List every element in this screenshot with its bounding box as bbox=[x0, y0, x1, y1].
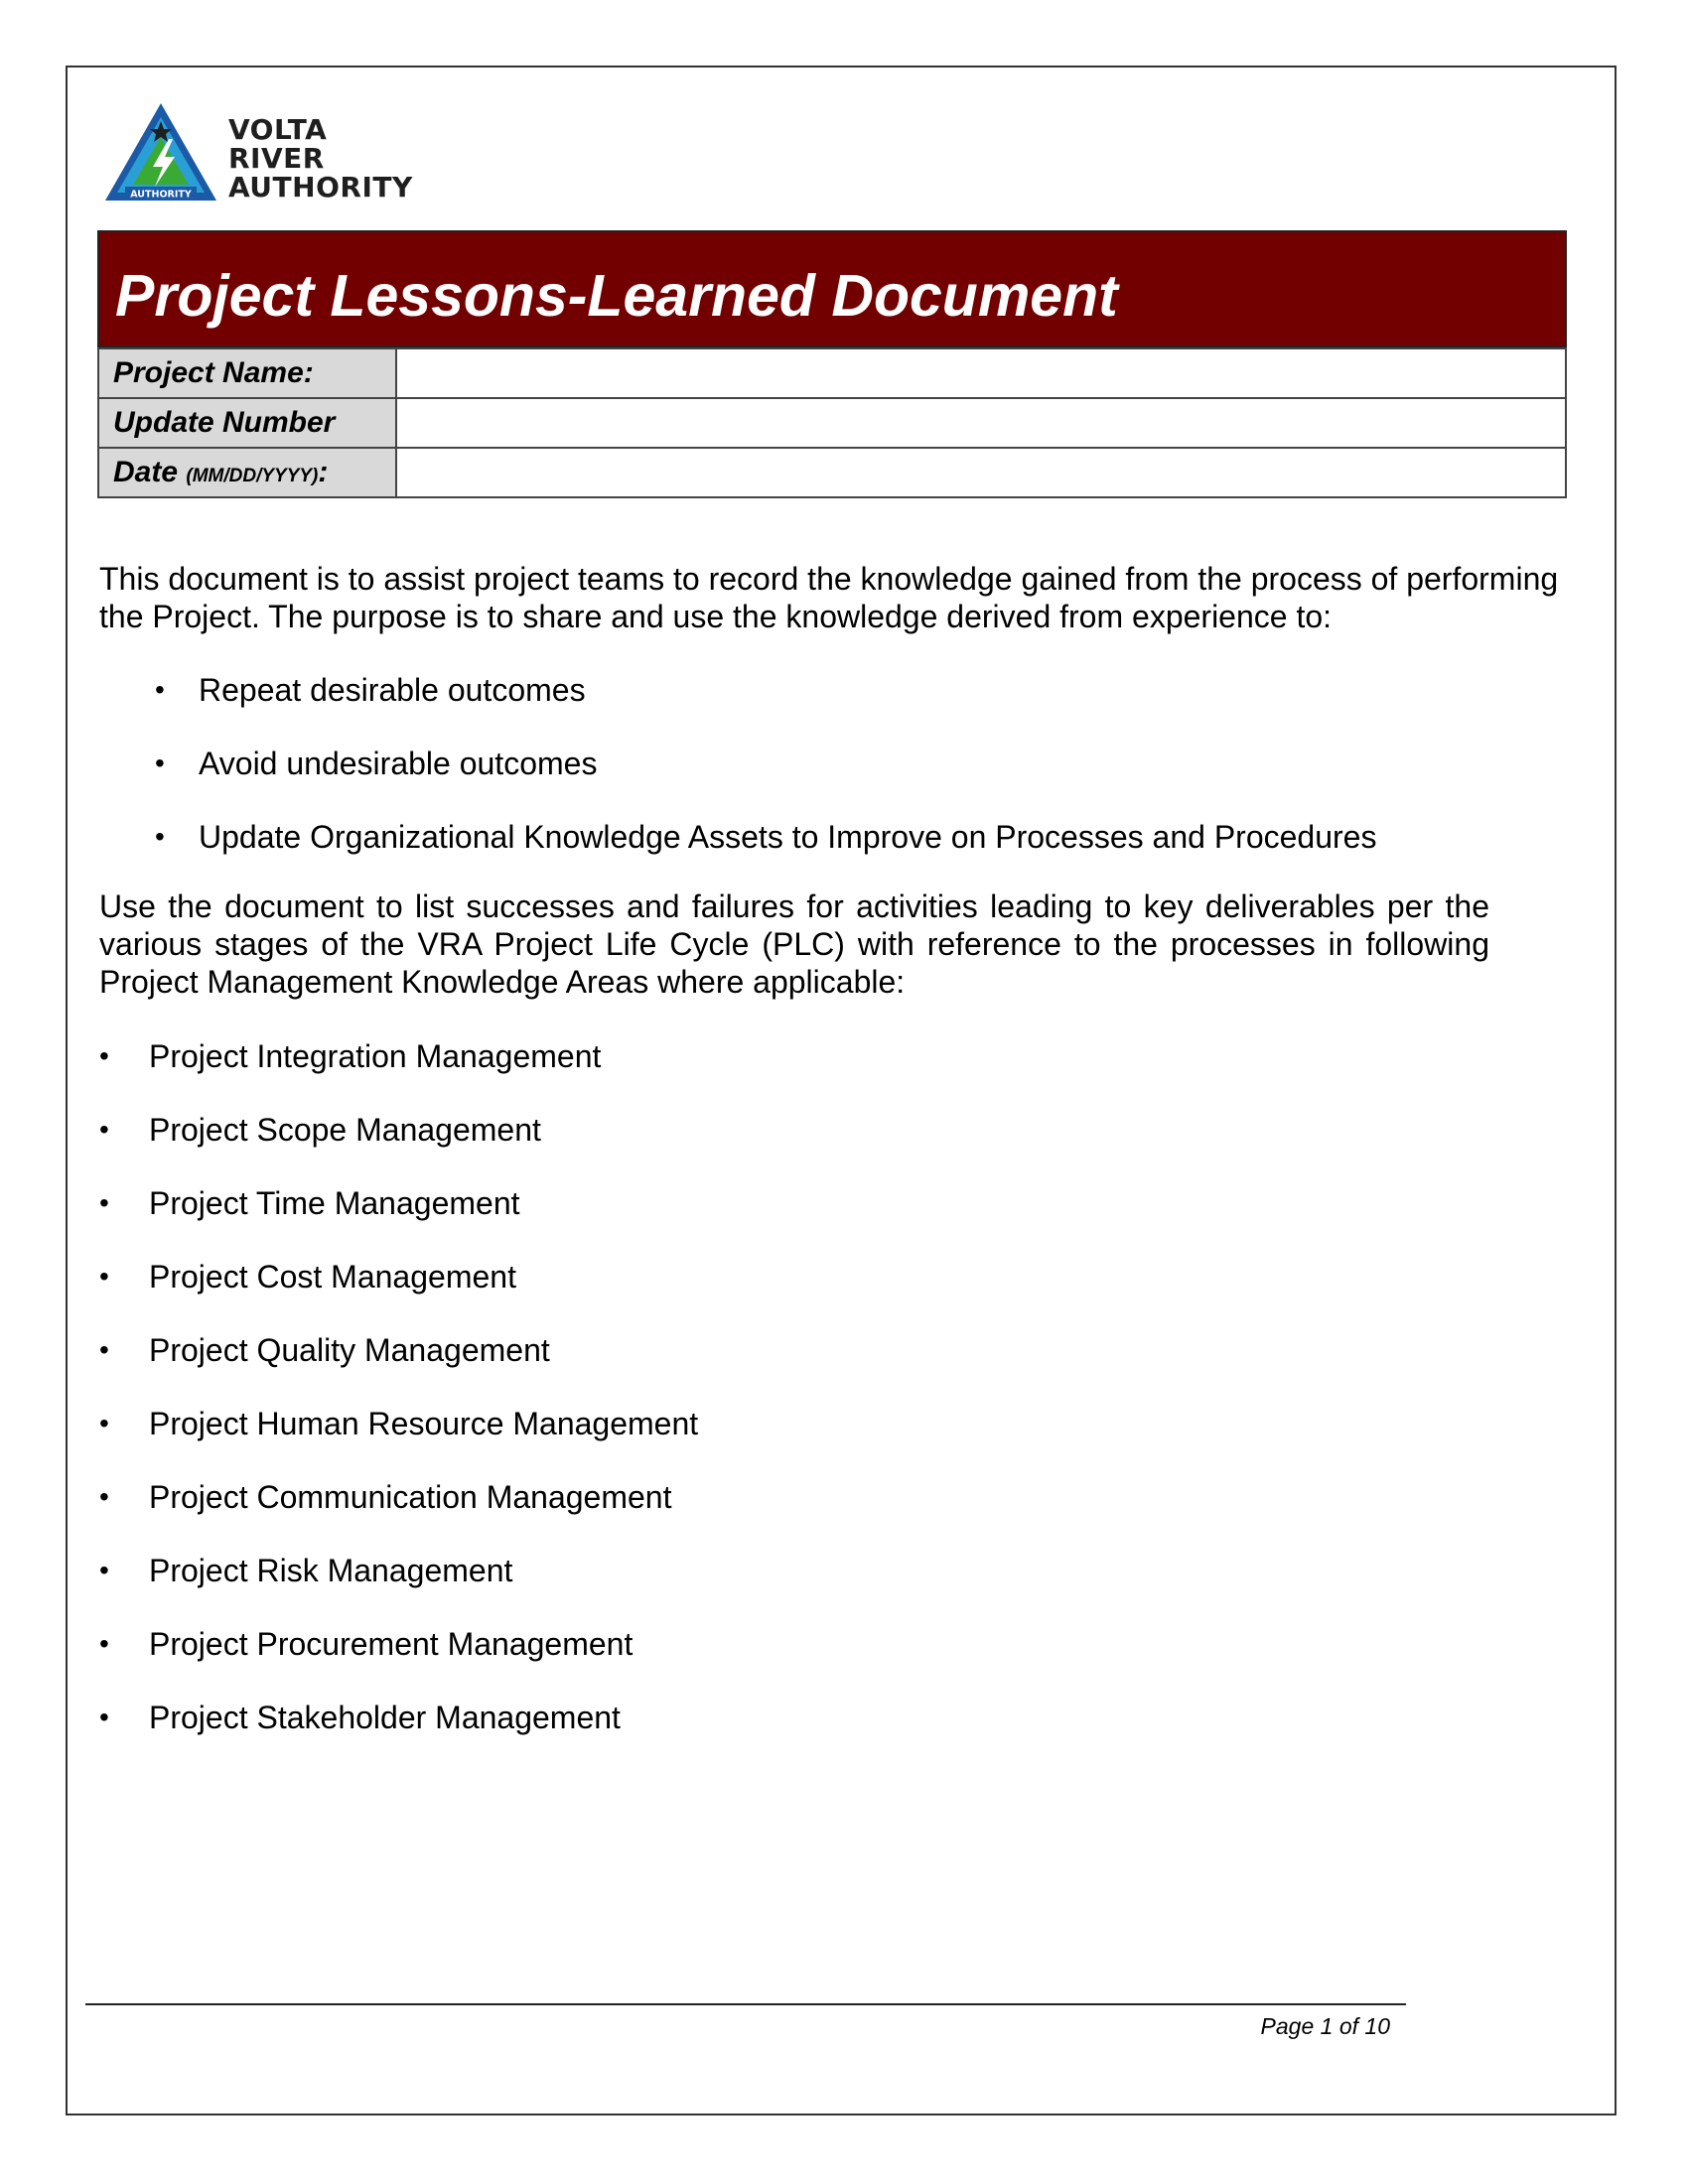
list-item-text: Avoid undesirable outcomes bbox=[199, 746, 598, 781]
logo-line-1: VOLTA bbox=[228, 113, 328, 146]
list-item-text: Project Time Management bbox=[149, 1185, 520, 1221]
update-number-field[interactable] bbox=[396, 398, 1566, 448]
bullet: • bbox=[99, 1628, 109, 1659]
date-label: Date bbox=[113, 456, 179, 488]
date-field[interactable] bbox=[396, 448, 1566, 497]
knowledge-areas-list bbox=[99, 1037, 698, 1772]
bullet: • bbox=[99, 1040, 109, 1071]
project-name-row bbox=[98, 348, 1566, 398]
bullet: • bbox=[99, 1481, 109, 1512]
list-item-text: Project Procurement Management bbox=[149, 1626, 633, 1662]
date-format-hint: (MM/DD/YYYY) bbox=[186, 466, 319, 486]
bullet: • bbox=[155, 674, 165, 705]
list-item-text: Project Scope Management bbox=[149, 1112, 541, 1148]
bullet: • bbox=[99, 1555, 109, 1585]
bullet: • bbox=[99, 1114, 109, 1145]
list-item bbox=[99, 745, 1376, 818]
list-item bbox=[99, 1699, 698, 1772]
update-number-label: Update Number bbox=[98, 398, 396, 448]
update-number-row bbox=[98, 398, 1566, 448]
purpose-list bbox=[99, 671, 1376, 891]
list-item-text: Update Organizational Knowledge Assets to Improve on Processes and Procedures bbox=[199, 819, 1377, 855]
list-item bbox=[99, 1625, 698, 1699]
list-item bbox=[99, 671, 1376, 745]
list-item-text: Project Risk Management bbox=[149, 1553, 513, 1588]
bullet: • bbox=[99, 1187, 109, 1218]
list-item-text: Project Human Resource Management bbox=[149, 1406, 699, 1441]
bullet: • bbox=[99, 1408, 109, 1438]
logo-badge-text: AUTHORITY bbox=[130, 189, 192, 201]
logo-line-3: AUTHORITY bbox=[228, 171, 413, 204]
list-item bbox=[99, 1184, 698, 1258]
list-item bbox=[99, 1478, 698, 1552]
list-item-text: Project Quality Management bbox=[149, 1332, 550, 1368]
instructions-paragraph: Use the document to list successes and failures for activities leading to key deliverables per the various stages of the VRA Project Life Cycle (PLC) with reference to the processes in following Project Management Knowledge Areas where applicable: bbox=[99, 888, 1489, 1000]
list-item-text: Project Communication Management bbox=[149, 1479, 672, 1515]
bullet: • bbox=[99, 1261, 109, 1292]
list-item bbox=[99, 1405, 698, 1478]
list-item-text: Repeat desirable outcomes bbox=[199, 672, 586, 708]
logo-wordmark bbox=[228, 115, 413, 202]
title-bar bbox=[97, 230, 1567, 347]
list-item bbox=[99, 1037, 698, 1111]
logo-line-2: RIVER bbox=[228, 142, 325, 175]
vra-triangle-icon bbox=[103, 101, 218, 205]
list-item bbox=[99, 1552, 698, 1625]
list-item-text: Project Stakeholder Management bbox=[149, 1700, 621, 1735]
date-label-cell bbox=[98, 448, 396, 497]
list-item bbox=[99, 1331, 698, 1405]
list-item bbox=[99, 1258, 698, 1331]
intro-paragraph: This document is to assist project teams to record the knowledge gained from the process of performing the Project. The purpose is to share and use the knowledge derived from experience to: bbox=[99, 561, 1559, 634]
list-item-text: Project Integration Management bbox=[149, 1038, 602, 1074]
list-item bbox=[99, 818, 1376, 891]
date-colon: : bbox=[318, 456, 329, 488]
page-number: Page 1 of 10 bbox=[1260, 2013, 1390, 2039]
bullet: • bbox=[99, 1334, 109, 1365]
vra-logo bbox=[103, 101, 421, 205]
bullet: • bbox=[155, 821, 165, 852]
project-name-label: Project Name: bbox=[98, 348, 396, 398]
project-info-table bbox=[97, 347, 1567, 498]
date-row bbox=[98, 448, 1566, 497]
bullet: • bbox=[99, 1702, 109, 1732]
list-item bbox=[99, 1111, 698, 1184]
list-item-text: Project Cost Management bbox=[149, 1259, 516, 1295]
project-name-field[interactable] bbox=[396, 348, 1566, 398]
footer-divider bbox=[85, 2003, 1406, 2005]
document-title: Project Lessons-Learned Document bbox=[115, 263, 1118, 329]
bullet: • bbox=[155, 748, 165, 778]
